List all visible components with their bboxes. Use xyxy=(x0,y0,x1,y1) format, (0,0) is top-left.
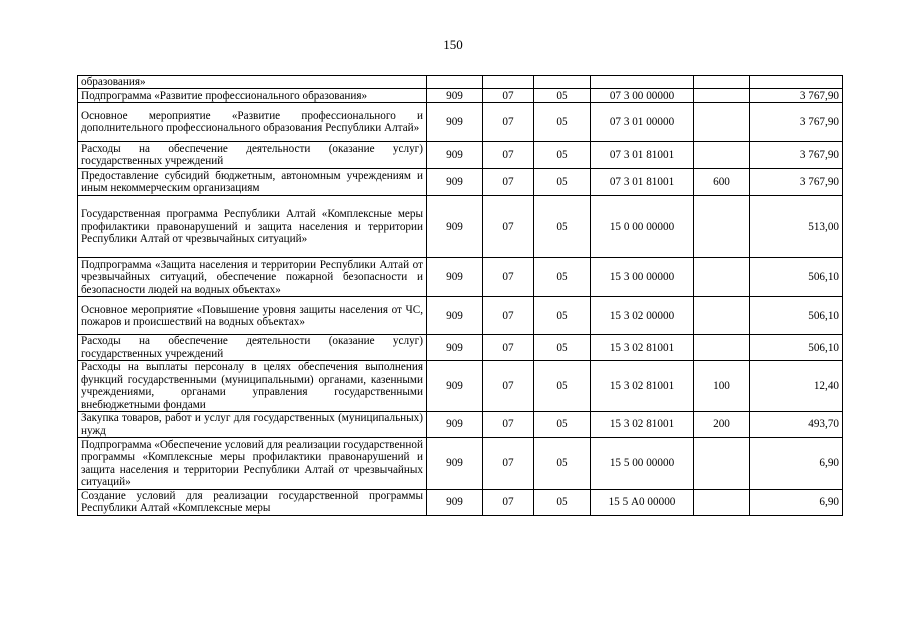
expense-type-code xyxy=(694,196,750,258)
admin-code: 909 xyxy=(427,196,483,258)
admin-code: 909 xyxy=(427,103,483,142)
admin-code: 909 xyxy=(427,142,483,169)
table-row xyxy=(78,258,843,297)
subsection-code: 05 xyxy=(534,335,591,361)
target-article-code: 07 3 01 81001 xyxy=(591,142,694,169)
admin-code: 909 xyxy=(427,438,483,490)
target-article-code: 07 3 01 00000 xyxy=(591,103,694,142)
subsection-code: 05 xyxy=(534,258,591,297)
target-article-code xyxy=(591,76,694,89)
section-code: 07 xyxy=(483,335,534,361)
table-row xyxy=(78,142,843,169)
subsection-code: 05 xyxy=(534,490,591,516)
admin-code: 909 xyxy=(427,412,483,438)
expense-type-code xyxy=(694,438,750,490)
section-code: 07 xyxy=(483,438,534,490)
amount: 513,00 xyxy=(750,196,843,258)
expense-type-code: 200 xyxy=(694,412,750,438)
item-description: Подпрограмма «Развитие профессионального образования» xyxy=(78,89,427,103)
table-row xyxy=(78,335,843,361)
target-article-code: 15 5 00 00000 xyxy=(591,438,694,490)
target-article-code: 07 3 01 81001 xyxy=(591,169,694,196)
amount: 506,10 xyxy=(750,335,843,361)
amount: 3 767,90 xyxy=(750,169,843,196)
section-code: 07 xyxy=(483,490,534,516)
expense-type-code xyxy=(694,258,750,297)
admin-code: 909 xyxy=(427,169,483,196)
expense-type-code xyxy=(694,142,750,169)
item-description: Подпрограмма «Обеспечение условий для реализации государственной программы «Комплексные меры профилактики правонарушений и защита населения и территории Республики Алтай от чрезвычайных ситуаций» xyxy=(78,438,427,490)
item-description: Основное мероприятие «Повышение уровня защиты населения от ЧС, пожаров и происшествий на водных объектах» xyxy=(78,297,427,335)
subsection-code: 05 xyxy=(534,89,591,103)
admin-code: 909 xyxy=(427,335,483,361)
item-description: Подпрограмма «Защита населения и территории Республики Алтай от чрезвычайных ситуаций, обеспечение пожарной безопасности и безопасности людей на водных объектах» xyxy=(78,258,427,297)
section-code: 07 xyxy=(483,142,534,169)
expense-type-code xyxy=(694,297,750,335)
subsection-code: 05 xyxy=(534,142,591,169)
subsection-code: 05 xyxy=(534,297,591,335)
section-code: 07 xyxy=(483,297,534,335)
amount: 6,90 xyxy=(750,438,843,490)
expense-type-code: 100 xyxy=(694,361,750,412)
target-article-code: 15 3 00 00000 xyxy=(591,258,694,297)
amount: 3 767,90 xyxy=(750,89,843,103)
amount: 6,90 xyxy=(750,490,843,516)
section-code xyxy=(483,76,534,89)
subsection-code: 05 xyxy=(534,438,591,490)
table-row xyxy=(78,412,843,438)
item-description: Расходы на обеспечение деятельности (оказание услуг) государственных учреждений xyxy=(78,335,427,361)
target-article-code: 15 3 02 81001 xyxy=(591,361,694,412)
section-code: 07 xyxy=(483,89,534,103)
table-row xyxy=(78,438,843,490)
item-description: Расходы на обеспечение деятельности (оказание услуг) государственных учреждений xyxy=(78,142,427,169)
table-row xyxy=(78,103,843,142)
admin-code xyxy=(427,76,483,89)
amount xyxy=(750,76,843,89)
item-description: Государственная программа Республики Алтай «Комплексные меры профилактики правонарушений и защита населения и территории Республики Алтай от чрезвычайных ситуаций» xyxy=(78,196,427,258)
section-code: 07 xyxy=(483,103,534,142)
subsection-code: 05 xyxy=(534,361,591,412)
expense-type-code xyxy=(694,103,750,142)
admin-code: 909 xyxy=(427,89,483,103)
amount: 3 767,90 xyxy=(750,103,843,142)
budget-table xyxy=(77,75,843,516)
table-row xyxy=(78,169,843,196)
item-description: Расходы на выплаты персоналу в целях обеспечения выполнения функций государственными (муниципальными) органами, казенными учреждениями, органами управления государственными внебюджетными фондами xyxy=(78,361,427,412)
amount: 3 767,90 xyxy=(750,142,843,169)
subsection-code xyxy=(534,76,591,89)
table-row xyxy=(78,361,843,412)
table-row xyxy=(78,89,843,103)
section-code: 07 xyxy=(483,258,534,297)
amount: 12,40 xyxy=(750,361,843,412)
admin-code: 909 xyxy=(427,258,483,297)
item-description: Закупка товаров, работ и услуг для государственных (муниципальных) нужд xyxy=(78,412,427,438)
target-article-code: 15 0 00 00000 xyxy=(591,196,694,258)
item-description: Создание условий для реализации государственной программы Республики Алтай «Комплексные меры xyxy=(78,490,427,516)
expense-type-code xyxy=(694,490,750,516)
amount: 506,10 xyxy=(750,297,843,335)
subsection-code: 05 xyxy=(534,196,591,258)
section-code: 07 xyxy=(483,361,534,412)
admin-code: 909 xyxy=(427,490,483,516)
admin-code: 909 xyxy=(427,361,483,412)
item-description: образования» xyxy=(78,76,427,89)
amount: 493,70 xyxy=(750,412,843,438)
target-article-code: 15 3 02 81001 xyxy=(591,412,694,438)
table-row xyxy=(78,196,843,258)
subsection-code: 05 xyxy=(534,169,591,196)
table-row xyxy=(78,490,843,516)
expense-type-code xyxy=(694,76,750,89)
expense-type-code xyxy=(694,89,750,103)
item-description: Основное мероприятие «Развитие профессионального и дополнительного профессионального образования Республики Алтай» xyxy=(78,103,427,142)
expense-type-code: 600 xyxy=(694,169,750,196)
table-row xyxy=(78,297,843,335)
expense-type-code xyxy=(694,335,750,361)
admin-code: 909 xyxy=(427,297,483,335)
target-article-code: 15 5 А0 00000 xyxy=(591,490,694,516)
amount: 506,10 xyxy=(750,258,843,297)
target-article-code: 15 3 02 00000 xyxy=(591,297,694,335)
subsection-code: 05 xyxy=(534,103,591,142)
section-code: 07 xyxy=(483,196,534,258)
section-code: 07 xyxy=(483,412,534,438)
table-row xyxy=(78,76,843,89)
item-description: Предоставление субсидий бюджетным, автономным учреждениям и иным некоммерческим организациям xyxy=(78,169,427,196)
target-article-code: 15 3 02 81001 xyxy=(591,335,694,361)
page-number: 150 xyxy=(443,37,463,52)
subsection-code: 05 xyxy=(534,412,591,438)
section-code: 07 xyxy=(483,169,534,196)
target-article-code: 07 3 00 00000 xyxy=(591,89,694,103)
budget-table-body xyxy=(78,76,843,516)
